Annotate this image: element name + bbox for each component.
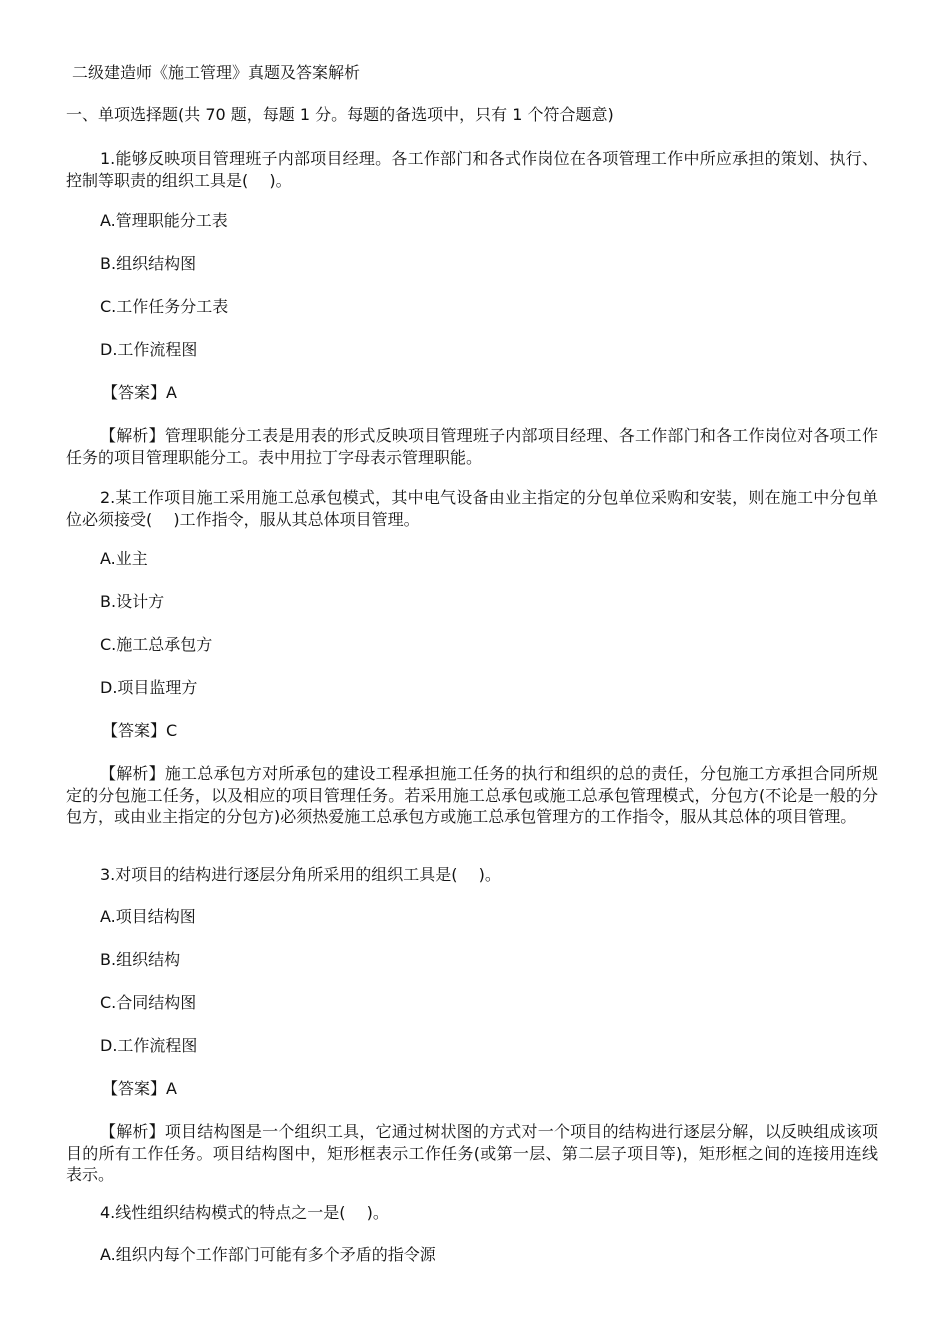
answer: 【答案】A — [102, 1079, 177, 1098]
option-b: B.组织结构 — [100, 950, 181, 969]
option-c: C.合同结构图 — [100, 993, 197, 1012]
option-a: A.业主 — [100, 549, 148, 568]
document-title: 二级建造师《施工管理》真题及答案解析 — [72, 63, 361, 82]
explanation: 【解析】项目结构图是一个组织工具，它通过树状图的方式对一个项目的结构进行逐层分解，以反映组成该项目的所有工作任务。项目结构图中，矩形框表示工作任务(或第一层、第二层子项目等)，矩形框之间的连接用连线表示。 — [66, 1122, 878, 1184]
explanation: 【解析】施工总承包方对所承包的建设工程承担施工任务的执行和组织的总的责任，分包施工方承担合同所规定的分包施工任务，以及相应的项目管理任务。若采用施工总承包或施工总承包管理模式，分包方(不论是一般的分包方，或由业主指定的分包方)必须热爱施工总承包方或施工总承包管理方的工作指令，服从其总体的项目管理。 — [66, 764, 878, 826]
question-stem: 3.对项目的结构进行逐层分角所采用的组织工具是( )。 — [100, 865, 501, 884]
option-d: D.工作流程图 — [100, 1036, 198, 1055]
option-a: A.组织内每个工作部门可能有多个矛盾的指令源 — [100, 1245, 436, 1264]
answer: 【答案】C — [102, 721, 178, 740]
answer: 【答案】A — [102, 383, 177, 402]
option-d: D.工作流程图 — [100, 340, 198, 359]
question-stem: 1.能够反映项目管理班子内部项目经理。各工作部门和各式作岗位在各项管理工作中所应承担的策划、执行、控制等职责的组织工具是( )。 — [66, 149, 878, 190]
question-stem: 2.某工作项目施工采用施工总承包模式，其中电气设备由业主指定的分包单位采购和安装，则在施工中分包单位必须接受( )工作指令，服从其总体项目管理。 — [66, 488, 878, 529]
option-c: C.工作任务分工表 — [100, 297, 229, 316]
option-a: A.项目结构图 — [100, 907, 196, 926]
question-stem: 4.线性组织结构模式的特点之一是( )。 — [100, 1203, 389, 1222]
section-heading: 一、单项选择题(共 70 题，每题 1 分。每题的备选项中，只有 1 个符合题意) — [66, 105, 614, 124]
option-d: D.项目监理方 — [100, 678, 198, 697]
option-c: C.施工总承包方 — [100, 635, 213, 654]
option-a: A.管理职能分工表 — [100, 211, 228, 230]
explanation: 【解析】管理职能分工表是用表的形式反映项目管理班子内部项目经理、各工作部门和各工作岗位对各项工作任务的项目管理职能分工。表中用拉丁字母表示管理职能。 — [66, 426, 878, 467]
option-b: B.组织结构图 — [100, 254, 197, 273]
option-b: B.设计方 — [100, 592, 165, 611]
